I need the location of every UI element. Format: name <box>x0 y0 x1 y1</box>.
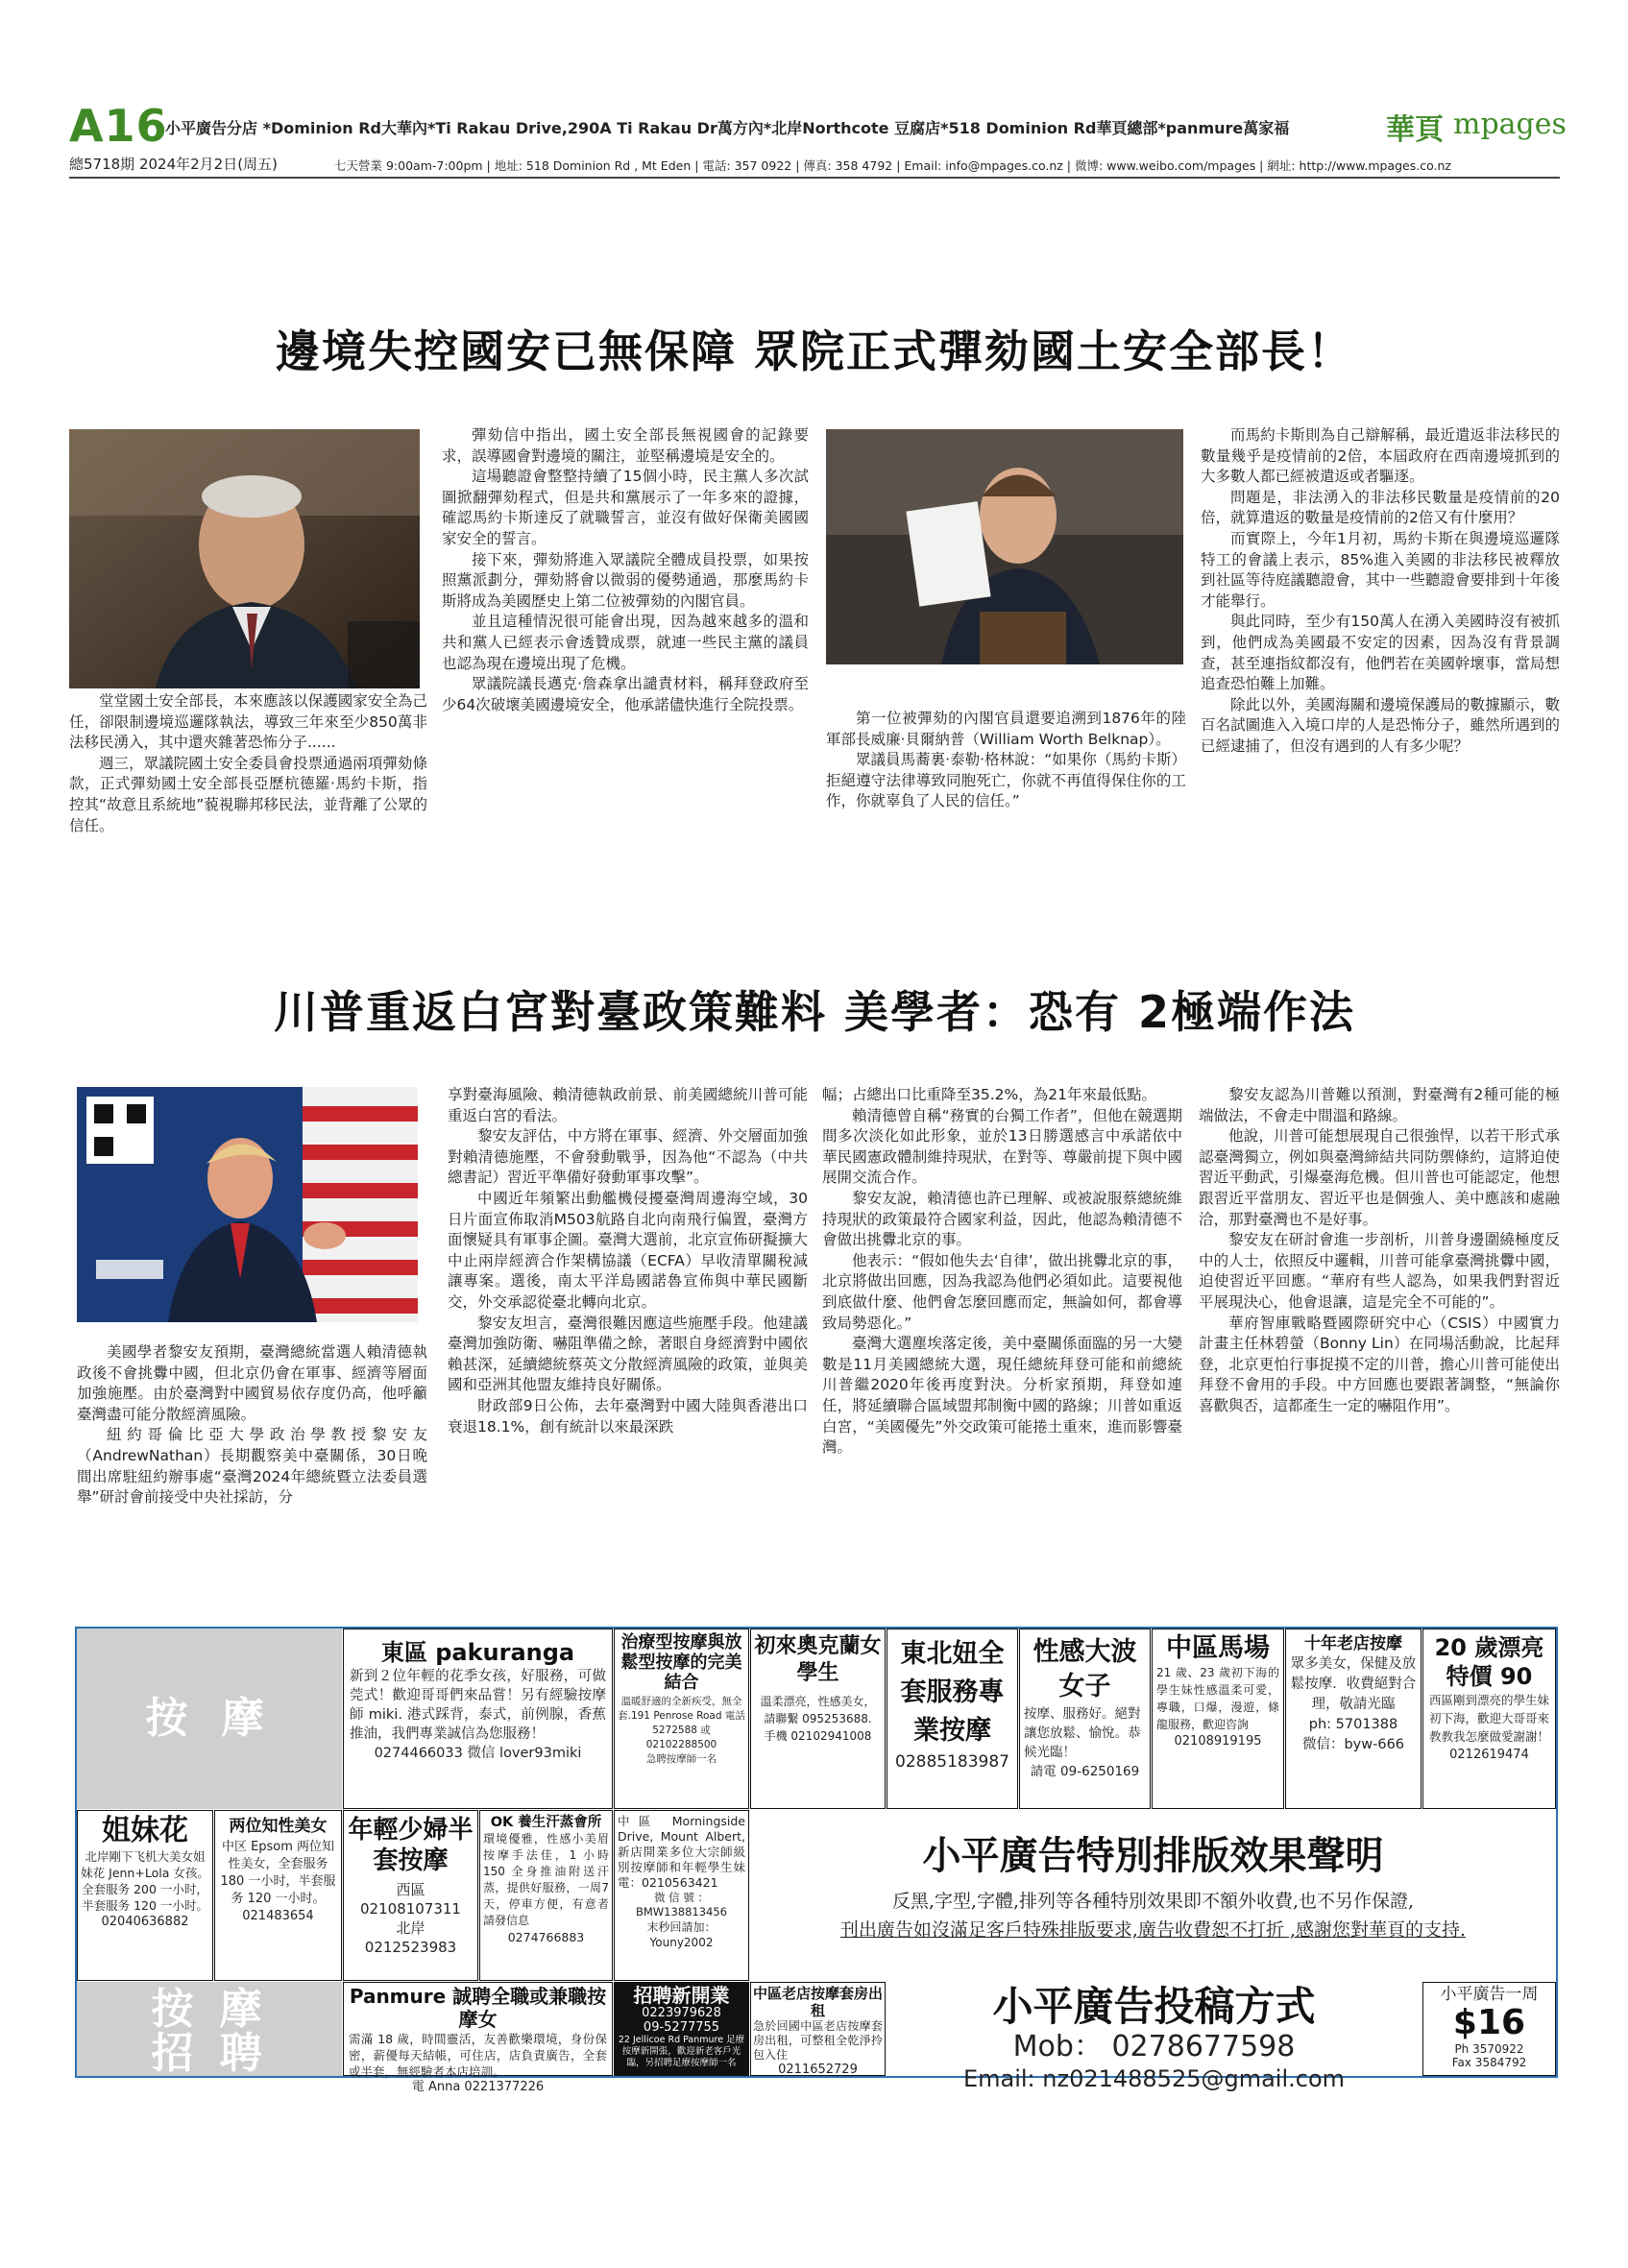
ad-ok-title: OK 養生汗蒸會所 <box>490 1815 602 1830</box>
ad-oldshop-title: 中區老店按摩套房出租 <box>753 1985 884 2019</box>
ad-price-fax: Fax 3584792 <box>1451 2056 1527 2069</box>
ad-morningside-body: 中區 Morningside Drive, Mount Albert, 新店開業多位大宗師級別按摩師和年輕學生妹電：0210563421 <box>618 1814 745 1890</box>
ad-tenyear-title: 十年老店按摩 <box>1304 1634 1402 1653</box>
ad-hiring[interactable] <box>614 1982 749 2076</box>
ad-oldshop[interactable] <box>750 1982 886 2076</box>
article2-column-3: 幅；占總出口比重降至35.2%，為21年來最低點。 賴清德曾自稱“務實的台獨工作者”，但他在競選期間多次淡化如此形象，並於13日勝選感言中承諾依中華民國憲政體制維持現狀，在對等、尊嚴前提下與中國展開交流合作。 黎安友說，賴清德也許已理解、或被說服蔡總統維持現狀的政策最符合國家利益，因此，他認為賴清德不會做出挑釁北京的事。 他表示：“假如他失去‘自律’，做出挑釁北京的事，北京將做出回應，因為我認為他們必須如此。這要視他到底做什麼、他們會怎麼回應而定，無論如何，都會導致局勢惡化。” 臺灣大選塵埃落定後，美中臺關係面臨的另一大變數是11月美國總統大選，現任總統拜登可能和前總統川普繼2020年後再度對決。分析家預期，拜登如連任，將延續聯合區域盟邦制衡中國的路線；川普如重返白宮，“美國優先”外交政策可能捲土重來，進而影響臺灣。 <box>822 1086 1182 1457</box>
recruit-label-line2: 招 聘 <box>151 2029 268 2078</box>
ad-twenty-body: 西區剛到漂亮的學生妹初下海，歡迎大哥哥來教教我怎麼做愛謝謝！ <box>1428 1693 1549 1744</box>
ad-morningside[interactable] <box>614 1810 749 1981</box>
ad-ok-phone: 0274766883 <box>507 1930 585 1944</box>
ad-young-area2: 北岸 <box>396 1919 425 1937</box>
ad-young-area1: 西區 <box>396 1881 425 1898</box>
ad-ok-spa[interactable] <box>479 1810 613 1981</box>
ad-central[interactable] <box>1152 1629 1284 1809</box>
ad-intellectual-phone: 021483654 <box>242 1909 314 1923</box>
article1-column-2: 彈劾信中指出，國土安全部長無視國會的記錄要求，誤導國會對邊境的關注，並堅稱邊境是安全的。 這場聽證會整整持續了15個小時，民主黨人多次試圖掀翻彈劾程式，但是共和黨展示了一年多來的證據，確認馬約卡斯達反了就職誓言，並沒有做好保衛美國國家安全的誓言。 接下來，彈劾將進入眾議院全體成員投票，如果按照黨派劃分，彈劾將會以微弱的優勢通過，那麼馬約卡斯將成為美國歷史上第二位被彈劾的內閣官員。 並且這種情況很可能會出現，因為越來越多的溫和共和黨人已經表示會透贊成票，就連一些民主黨的議員也認為現在邊境出現了危機。 眾議院議長邁克·詹森拿出譴責材料，稱拜登政府至少64次破壞美國邊境安全，他承諾儘快進行全院投票。 <box>442 426 809 713</box>
ad-intellectual-title: 两位知性美女 <box>229 1817 328 1836</box>
ad-panmure-phone: 電 Anna 0221377226 <box>411 2080 545 2094</box>
ad-intellectual[interactable] <box>214 1810 342 1981</box>
ad-notice <box>750 1810 1556 1981</box>
ad-pakuranga[interactable] <box>343 1629 613 1809</box>
ad-therapy-tail: 急聘按摩師一名 <box>645 1753 717 1765</box>
ad-young-phone1: 02108107311 <box>360 1900 461 1918</box>
ad-korean-title: 初來奧克蘭女學生 <box>754 1634 882 1685</box>
ad-hiring-phone1: 0223979628 <box>642 2006 721 2020</box>
ad-tenyear[interactable] <box>1285 1629 1421 1809</box>
trump-photo <box>77 1087 418 1322</box>
ad-therapy[interactable] <box>614 1629 749 1809</box>
ad-price-title: 小平廣告一周 <box>1440 1985 1539 2004</box>
ad-oldshop-body: 急於回國中區老店按摩套房出租，可整租全乾淨拎包入住 <box>753 2019 883 2062</box>
ad-morningside-tail: 末秒回請加：Youny2002 <box>646 1920 717 1949</box>
ad-northshore-phone: 02885183987 <box>895 1752 1009 1772</box>
ad-submit-mob[interactable]: Mob： 0278677598 <box>1012 2030 1296 2063</box>
ad-central-title: 中區馬場 <box>1166 1633 1270 1663</box>
branch-list: 小平廣告分店 *Dominion Rd大華內*Ti Rakau Drive,290A Ti Rakau Dr萬方內*北岸Northcote 豆腐店*518 Dominion Rd華頁總部*panmure萬家福 <box>165 119 1290 137</box>
ad-korean-phone: 手機 02102941008 <box>764 1729 872 1743</box>
ad-notice-line1: 反黑,字型,字體,排列等各種特別效果即不額外收費,也不另作保證, <box>891 1891 1415 1912</box>
issue-date: 總5718期 2024年2月2日(周五) <box>69 156 278 173</box>
ad-notice-line2: 刊出廣告如沒滿足客戶特殊排版要求,廣告收費恕不打折 ,感謝您對華頁的支持. <box>839 1919 1467 1941</box>
ad-central-phone: 02108919195 <box>1174 1734 1262 1749</box>
ad-pakuranga-body: 新到２位年輕的花季女孩，好服務，可做莞式！歡迎哥哥們來品嘗！另有經驗按摩師 miki. 港式踩背，泰式，前例腺，香蕉推油，我們專業誠信為您服務！ <box>350 1669 606 1742</box>
ad-sexy[interactable] <box>1019 1629 1151 1809</box>
ad-hiring-address: 22 Jellicoe Rd Panmure 足療按摩新開張，歡迎新老客戶光臨，另招聘足療按摩師一名 <box>618 2035 745 2068</box>
ad-sisters-body: 北岸剛下飞机大美女姐妹花 Jenn+Lola 女孩。全套服务 200 一小时，半套服务 120 一小时。 <box>81 1849 209 1913</box>
ad-twenty[interactable] <box>1422 1629 1556 1809</box>
ad-panmure-body: 需滿 18 歲，時間靈活，友善歡樂環境，身份保密，薪優每天結帳，可住店，店負責廣告，全套或半套，無經驗者本店培訓。 <box>349 2032 607 2079</box>
ad-central-body: 21 歲、23 歲初下海的學生妹性感溫柔可愛，專職，口爆，漫遊，條龍服務，歡迎咨詢 <box>1156 1666 1279 1731</box>
ad-panmure[interactable] <box>343 1982 613 2094</box>
ad-hiring-title: 招聘新開業 <box>633 1984 730 2007</box>
ad-korean[interactable] <box>750 1629 886 1809</box>
ad-morningside-wechat: 微 信 號 ：BMW138813456 <box>635 1891 728 1918</box>
ad-submit <box>887 1982 1421 2092</box>
page-number: A16 <box>69 100 168 152</box>
ad-tenyear-wechat: 微信：byw-666 <box>1301 1737 1405 1752</box>
ad-price-phone: Ph 3570922 <box>1454 2042 1524 2056</box>
ad-twenty-phone: 0212619474 <box>1449 1748 1529 1762</box>
mayorkas-photo <box>69 429 420 688</box>
ad-therapy-body: 溫暖舒適的全新疾受，無全套.191 Penrose Road 電話 5272588 或 02102288500 <box>618 1696 745 1750</box>
ad-ok-body: 環境優雅，性感小美眉按摩手法佳，1 小時 150 全身推油附送汗蒸，提供好服務，一周7天，停車方便，有意者請發信息 <box>483 1832 609 1927</box>
article2-column-1: 美國學者黎安友預期，臺灣總統當選人賴清德執政後不會挑釁中國，但北京仍會在軍事、經濟等層面加強施壓。由於臺灣對中國貿易依存度仍高，他呼籲臺灣盡可能分散經濟風險。 紐約哥倫比亞大學政治學教授黎安友（AndrewNathan）長期觀察美中臺關係，30日晚間出席駐紐約辦事處“臺灣2024年總統暨立法委員選舉”研討會前接受中央社採訪，分 <box>77 1343 427 1507</box>
contact-line: 七天營業 9:00am-7:00pm | 地址: 518 Dominion Rd , Mt Eden | 電話: 357 0922 | 傳真: 358 4792 | Email: info@mpages.co.nz | 微博: www.weibo.com/mpages | 網址: http://www.mpages.co.nz <box>334 158 1451 173</box>
johnson-photo <box>826 429 1183 664</box>
recruit-label-line1: 按 摩 <box>151 1985 268 2034</box>
logo-chinese: 華頁 <box>1386 113 1444 147</box>
ad-submit-title: 小平廣告投稿方式 <box>992 1983 1316 2030</box>
ad-korean-body: 溫柔漂亮，性感美女， <box>760 1695 876 1708</box>
masthead-rule <box>69 177 1560 179</box>
ad-price <box>1422 1982 1556 2076</box>
ad-northshore[interactable] <box>887 1629 1018 1809</box>
article1-column-1: 堂堂國土安全部長，本來應該以保護國家安全為己任，卻限制邊境巡邏隊執法，導致三年來至少850萬非法移民湧入，其中還夾雜著恐怖分子...... 週三，眾議院國土安全委員會投票通過兩項彈劾條款，正式彈劾國土安全部長亞歷杭德羅·馬約卡斯，指控其“故意且系統地”藐視聯邦移民法，並背離了公眾的信任。 <box>69 692 427 834</box>
ad-submit-email[interactable]: Email: nz021488525@gmail.com <box>962 2065 1346 2092</box>
article2-column-4: 黎安友認為川普難以預測，對臺灣有2種可能的極端做法，不會走中間溫和路線。 他說，川普可能想展現自己很強悍，以若干形式承認臺灣獨立，例如與臺灣締結共同防禦條約，這將迫使習近平動武，引爆臺海危機。但川普也可能認定，他想跟習近平當朋友、習近平也是個強人、美中應該和處融洽，那對臺灣也不是好事。 黎安友在研討會進一步剖析，川普身邊圍繞極度反中的人士，依照反中邏輯，川普可能拿臺灣挑釁中國，迫使習近平回應。“華府有些人認為，如果我們對習近平展現決心，他會退讓，這是完全不可能的”。 華府智庫戰略暨國際研究中心（CSIS）中國實力計畫主任林碧螢（Bonny Lin）在同場活動說，比起拜登，北京更怕行事捉摸不定的川普，擔心川普可能使出拜登不會用的手段。中方回應也要跟著調整，“無論你喜歡與否，這都產生一定的嚇阻作用”。 <box>1199 1086 1560 1414</box>
recruit-section-label <box>77 1982 342 2076</box>
logo-english: mpages <box>1453 108 1567 141</box>
ad-sisters-phone: 02040636882 <box>101 1915 189 1929</box>
ad-sisters-title: 姐妹花 <box>102 1814 188 1847</box>
ad-pakuranga-phone: 0274466033 微信 lover93miki <box>374 1746 582 1761</box>
ad-oldshop-phone: 0211652729 <box>778 2063 858 2077</box>
ad-young-title: 年輕少婦半套按摩 <box>348 1816 474 1875</box>
ad-hiring-phone2: 09-5277755 <box>643 2020 720 2035</box>
ad-intellectual-body: 中区 Epsom 两位知性美女，全套服务 180 一小时，半套服务 120 一小时。 <box>220 1840 336 1906</box>
ad-tenyear-phone: ph: 5701388 <box>1308 1717 1398 1732</box>
ad-young-phone2: 0212523983 <box>364 1939 457 1956</box>
article1-headline: 邊境失控國安已無保障 眾院正式彈劾國土安全部長！ <box>275 326 1353 377</box>
massage-section-label: 按 摩 <box>77 1629 342 1809</box>
ad-pakuranga-title: 東區 pakuranga <box>380 1639 575 1666</box>
ad-sisters[interactable] <box>77 1810 213 1981</box>
ad-twenty-title: 20 歲漂亮特價 90 <box>1434 1634 1544 1690</box>
ad-sexy-body: 按摩、服務好。絕對讓您放鬆、愉悅。恭候光臨！ <box>1024 1706 1141 1760</box>
ad-sexy-title: 性感大波女子 <box>1033 1637 1137 1701</box>
article1-column-4: 而馬約卡斯則為自己辯解稱，最近遣返非法移民的數量幾乎是疫情前的2倍，本屆政府在西南邊境抓到的大多數人都已經被遣返或者驅逐。 問題是，非法湧入的非法移民數量是疫情前的20倍，就算遣返的數量是疫情前的2倍又有什麼用？ 而實際上，今年1月初，馬約卡斯在與邊境巡邏隊特工的會議上表示，85%進入美國的非法移民被釋放到社區等待庭議聽證會，其中一些聽證會要排到十年後才能舉行。 與此同時，至少有150萬人在湧入美國時沒有被抓到，他們成為美國最不安定的因素，因為沒有背景調查，甚至連指紋都沒有，他們若在美國幹壞事，當局想追查恐怕難上加難。 除此以外，美國海關和邊境保護局的數據顯示，數百名試圖進入入境口岸的人是恐怖分子，雖然所遇到的已經逮捕了，但沒有遇到的人有多少呢？ <box>1201 426 1560 755</box>
ad-young[interactable] <box>343 1810 478 1981</box>
article2-column-2: 享對臺海風險、賴清德執政前景、前美國總統川普可能重返白宮的看法。 黎安友評估，中方將在軍事、經濟、外交層面加強對賴清德施壓，不會發動戰爭，因為他“不認為（中共總書記）習近平準備好發動軍事攻擊”。 中國近年頻繁出動艦機侵擾臺灣周邊海空域，30日片面宣佈取消M503航路自北向南飛行偏置，臺灣方面懷疑具有軍事企圖。臺灣大選前，北京宣佈研擬擴大中止兩岸經濟合作架構協議（ECFA）早收清單關稅減讓專案。選後，南太平洋島國諾魯宣佈與中華民國斷交，外交承認從臺北轉向北京。 黎安友坦言，臺灣很難因應這些施壓手段。他建議臺灣加強防衛、嚇阻準備之餘，著眼自身經濟對中國依賴甚深，延續總統蔡英文分散經濟風險的政策，並與美國和亞洲其他盟友維持良好關係。 財政部9日公佈，去年臺灣對中國大陸與香港出口衰退18.1%，創有統計以來最深跌 <box>448 1086 808 1436</box>
ad-panmure-title: Panmure 誠聘全職或兼職按摩女 <box>349 1985 607 2031</box>
ad-northshore-title: 東北妞全套服務專業按摩 <box>900 1639 1005 1746</box>
ad-tenyear-body: 眾多美女，保健及放鬆按摩．收費絕對合理，敬請光臨 <box>1290 1656 1417 1712</box>
article2-headline: 川普重返白宮對臺政策難料 美學者：恐有 2極端作法 <box>273 986 1356 1038</box>
ad-notice-title: 小平廣告特別排版效果聲明 <box>922 1833 1384 1878</box>
ad-therapy-title: 治療型按摩與放鬆型按摩的完美結合 <box>620 1632 742 1693</box>
ad-korean-line2: 請聯繫 095253688. <box>764 1712 872 1725</box>
ad-price-amount: $16 <box>1452 2003 1526 2042</box>
ad-sexy-phone: 請電 09-6250169 <box>1030 1764 1140 1779</box>
article1-column-3: 第一位被彈劾的內閣官員還要追溯到1876年的陸軍部長威廉·貝爾納普（William Worth Belknap）。 眾議員馬蕎裏·泰勒·格林說：“如果你（馬約卡斯）拒絕遵守法律導致同胞死亡，你就不再值得保住你的工作，你就辜負了人民的信任。” <box>826 710 1186 810</box>
mpages-logo[interactable] <box>1386 104 1567 147</box>
